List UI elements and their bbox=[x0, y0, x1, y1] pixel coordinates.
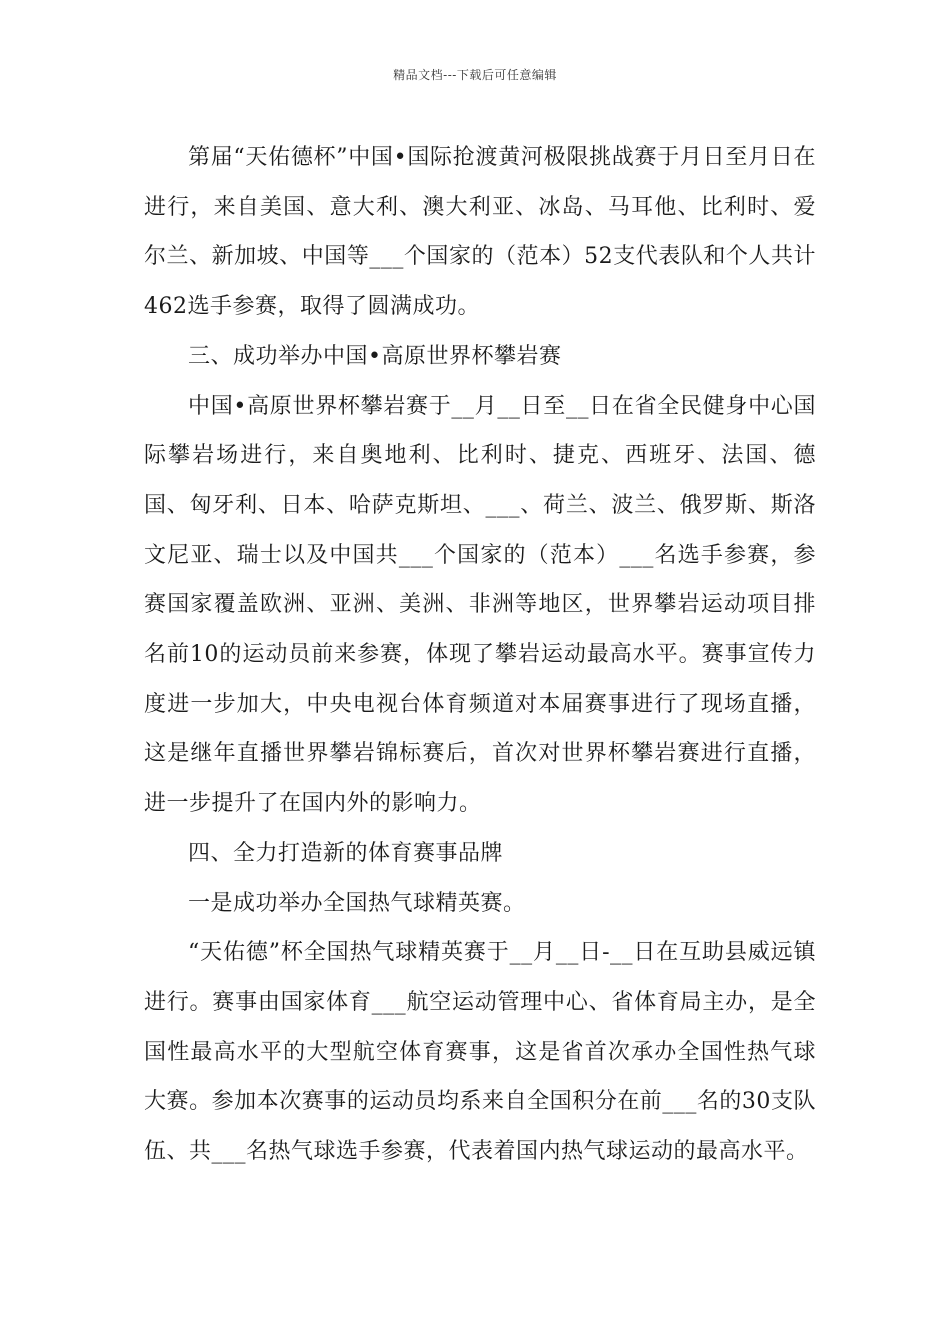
paragraph-climbing-world-cup: 中国•高原世界杯攀岩赛于__月__日至__日在省全民健身中心国际攀岩场进行，来自奥地利、比利时、捷克、西班牙、法国、德国、匈牙利、日本、哈萨克斯坦、___、荷兰、波兰、俄罗斯、斯洛文尼亚、瑞士以及中国共___个国家的（范本）___名选手参赛，参赛国家覆盖欧洲、亚洲、美洲、非洲等地区，世界攀岩运动项目排名前10的运动员前来参赛，体现了攀岩运动最高水平。赛事宣传力度进一步加大，中央电视台体育频道对本届赛事进行了现场直播，这是继年直播世界攀岩锦标赛后，首次对世界杯攀岩赛进行直播，进一步提升了在国内外的影响力。 bbox=[144, 393, 816, 817]
page-header: 精品文档---下载后可任意编辑 bbox=[393, 68, 557, 82]
section-heading-new-brands: 四、全力打造新的体育赛事品牌 bbox=[188, 840, 504, 866]
paragraph-hot-air-balloon-intro: 一是成功举办全国热气球精英赛。 bbox=[188, 890, 526, 916]
paragraph-yellow-river-challenge: 第届“天佑德杯”中国•国际抢渡黄河极限挑战赛于月日至月日在进行，来自美国、意大利、澳大利亚、冰岛、马耳他、比利时、爱尔兰、新加坡、中国等___个国家的（范本）52支代表队和个人共计462选手参赛，取得了圆满成功。 bbox=[144, 145, 816, 320]
document-body bbox=[144, 133, 816, 1177]
section-heading-climbing: 三、成功举办中国•高原世界杯攀岩赛 bbox=[188, 343, 562, 369]
paragraph-hot-air-balloon-details: “天佑德”杯全国热气球精英赛于__月__日-__日在互助县威远镇进行。赛事由国家体育___航空运动管理中心、省体育局主办，是全国性最高水平的大型航空体育赛事，这是省首次承办全国性热气球大赛。参加本次赛事的运动员均系来自全国积分在前___名的30支队伍、共___名热气球选手参赛，代表着国内热气球运动的最高水平。 bbox=[144, 940, 816, 1165]
